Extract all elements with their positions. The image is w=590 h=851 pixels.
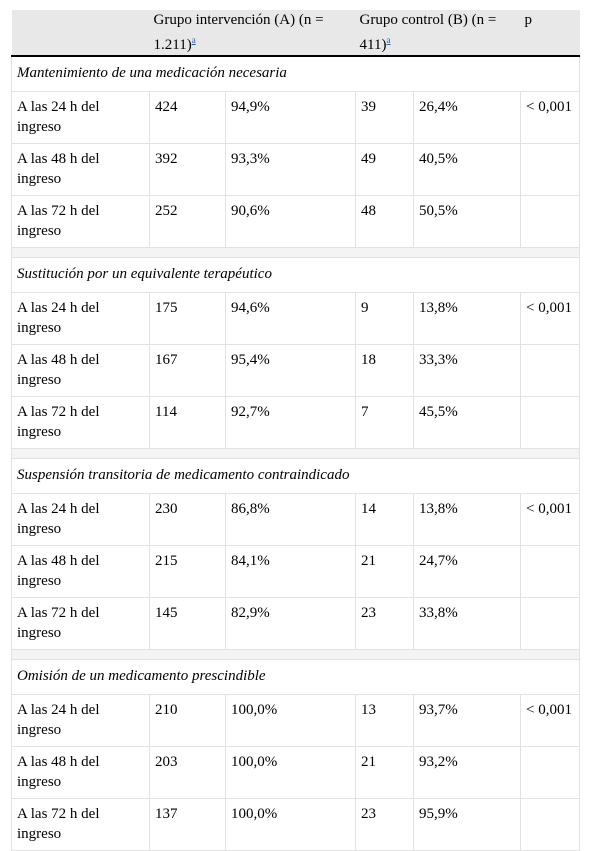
group-a-percent: 100,0% — [226, 799, 356, 851]
group-a-count: 252 — [150, 196, 226, 248]
group-b-percent: 93,2% — [414, 747, 521, 799]
section-title-row — [12, 660, 580, 695]
table-row — [12, 345, 580, 397]
table-row — [12, 598, 580, 650]
table-row — [12, 397, 580, 449]
table-row — [12, 546, 580, 598]
group-b-count: 14 — [356, 494, 414, 546]
group-a-count: 210 — [150, 695, 226, 747]
p-value — [521, 598, 580, 650]
row-label: A las 48 h del ingreso — [12, 747, 150, 799]
header-group-b — [356, 10, 521, 56]
row-label: A las 48 h del ingreso — [12, 546, 150, 598]
group-a-percent: 95,4% — [226, 345, 356, 397]
section-spacer — [12, 449, 580, 459]
p-value: < 0,001 — [521, 494, 580, 546]
group-b-percent: 45,5% — [414, 397, 521, 449]
group-a-count: 114 — [150, 397, 226, 449]
p-value — [521, 144, 580, 196]
group-b-count: 21 — [356, 546, 414, 598]
header-group-b-label: Grupo control (B) (n = 411) — [359, 12, 497, 53]
group-b-percent: 13,8% — [414, 494, 521, 546]
group-a-percent: 100,0% — [226, 747, 356, 799]
table-row — [12, 196, 580, 248]
p-value — [521, 345, 580, 397]
group-a-percent: 84,1% — [226, 546, 356, 598]
p-value — [521, 397, 580, 449]
section-title: Suspensión transitoria de medicamento contraindicado — [12, 459, 580, 494]
table-row — [12, 293, 580, 345]
group-a-count: 203 — [150, 747, 226, 799]
group-b-count: 7 — [356, 397, 414, 449]
group-a-percent: 82,9% — [226, 598, 356, 650]
row-label: A las 72 h del ingreso — [12, 196, 150, 248]
group-a-percent: 94,6% — [226, 293, 356, 345]
section-spacer — [12, 248, 580, 258]
group-b-percent: 50,5% — [414, 196, 521, 248]
group-b-count: 18 — [356, 345, 414, 397]
section-title: Omisión de un medicamento prescindible — [12, 660, 580, 695]
spacer-cell — [12, 248, 580, 258]
p-value — [521, 546, 580, 598]
group-a-count: 215 — [150, 546, 226, 598]
row-label: A las 72 h del ingreso — [12, 598, 150, 650]
group-a-count: 392 — [150, 144, 226, 196]
group-a-percent: 100,0% — [226, 695, 356, 747]
group-a-percent: 92,7% — [226, 397, 356, 449]
group-a-count: 424 — [150, 92, 226, 144]
group-b-percent: 40,5% — [414, 144, 521, 196]
group-a-count: 175 — [150, 293, 226, 345]
section-title-row — [12, 258, 580, 293]
group-b-percent: 33,8% — [414, 598, 521, 650]
section-title-row — [12, 459, 580, 494]
p-value: < 0,001 — [521, 92, 580, 144]
results-table — [11, 10, 580, 851]
group-a-percent: 93,3% — [226, 144, 356, 196]
row-label: A las 24 h del ingreso — [12, 494, 150, 546]
p-value: < 0,001 — [521, 695, 580, 747]
table-row — [12, 799, 580, 851]
group-a-percent: 86,8% — [226, 494, 356, 546]
row-label: A las 72 h del ingreso — [12, 799, 150, 851]
table-row — [12, 92, 580, 144]
group-a-count: 230 — [150, 494, 226, 546]
group-b-percent: 26,4% — [414, 92, 521, 144]
section-title-row — [12, 56, 580, 92]
row-label: A las 24 h del ingreso — [12, 92, 150, 144]
row-label: A las 72 h del ingreso — [12, 397, 150, 449]
group-b-count: 9 — [356, 293, 414, 345]
group-b-count: 49 — [356, 144, 414, 196]
section-spacer — [12, 650, 580, 660]
header-p-value: p — [521, 10, 580, 56]
header-group-a-label: Grupo intervención (A) (n = 1.211) — [153, 12, 324, 53]
p-value — [521, 799, 580, 851]
section-title: Sustitución por un equivalente terapéutico — [12, 258, 580, 293]
group-b-count: 23 — [356, 598, 414, 650]
results-table-container — [11, 10, 579, 851]
footnote-link-a[interactable]: a — [191, 35, 196, 45]
p-value — [521, 747, 580, 799]
header-empty-cell — [12, 10, 150, 56]
row-label: A las 48 h del ingreso — [12, 144, 150, 196]
table-row — [12, 695, 580, 747]
table-row — [12, 747, 580, 799]
p-value: < 0,001 — [521, 293, 580, 345]
spacer-cell — [12, 650, 580, 660]
section-title: Mantenimiento de una medicación necesaria — [12, 56, 580, 92]
footnote-link-b[interactable]: a — [386, 35, 391, 45]
group-a-count: 167 — [150, 345, 226, 397]
group-b-percent: 24,7% — [414, 546, 521, 598]
group-b-count: 48 — [356, 196, 414, 248]
table-row — [12, 144, 580, 196]
table-header-row — [12, 10, 580, 56]
group-a-count: 145 — [150, 598, 226, 650]
p-value — [521, 196, 580, 248]
group-b-count: 39 — [356, 92, 414, 144]
group-b-percent: 95,9% — [414, 799, 521, 851]
group-a-percent: 94,9% — [226, 92, 356, 144]
row-label: A las 24 h del ingreso — [12, 293, 150, 345]
group-b-count: 13 — [356, 695, 414, 747]
group-b-count: 23 — [356, 799, 414, 851]
spacer-cell — [12, 449, 580, 459]
table-row — [12, 494, 580, 546]
group-b-percent: 13,8% — [414, 293, 521, 345]
group-b-percent: 33,3% — [414, 345, 521, 397]
group-b-percent: 93,7% — [414, 695, 521, 747]
group-b-count: 21 — [356, 747, 414, 799]
row-label: A las 24 h del ingreso — [12, 695, 150, 747]
row-label: A las 48 h del ingreso — [12, 345, 150, 397]
group-a-percent: 90,6% — [226, 196, 356, 248]
group-a-count: 137 — [150, 799, 226, 851]
header-group-a — [150, 10, 356, 56]
